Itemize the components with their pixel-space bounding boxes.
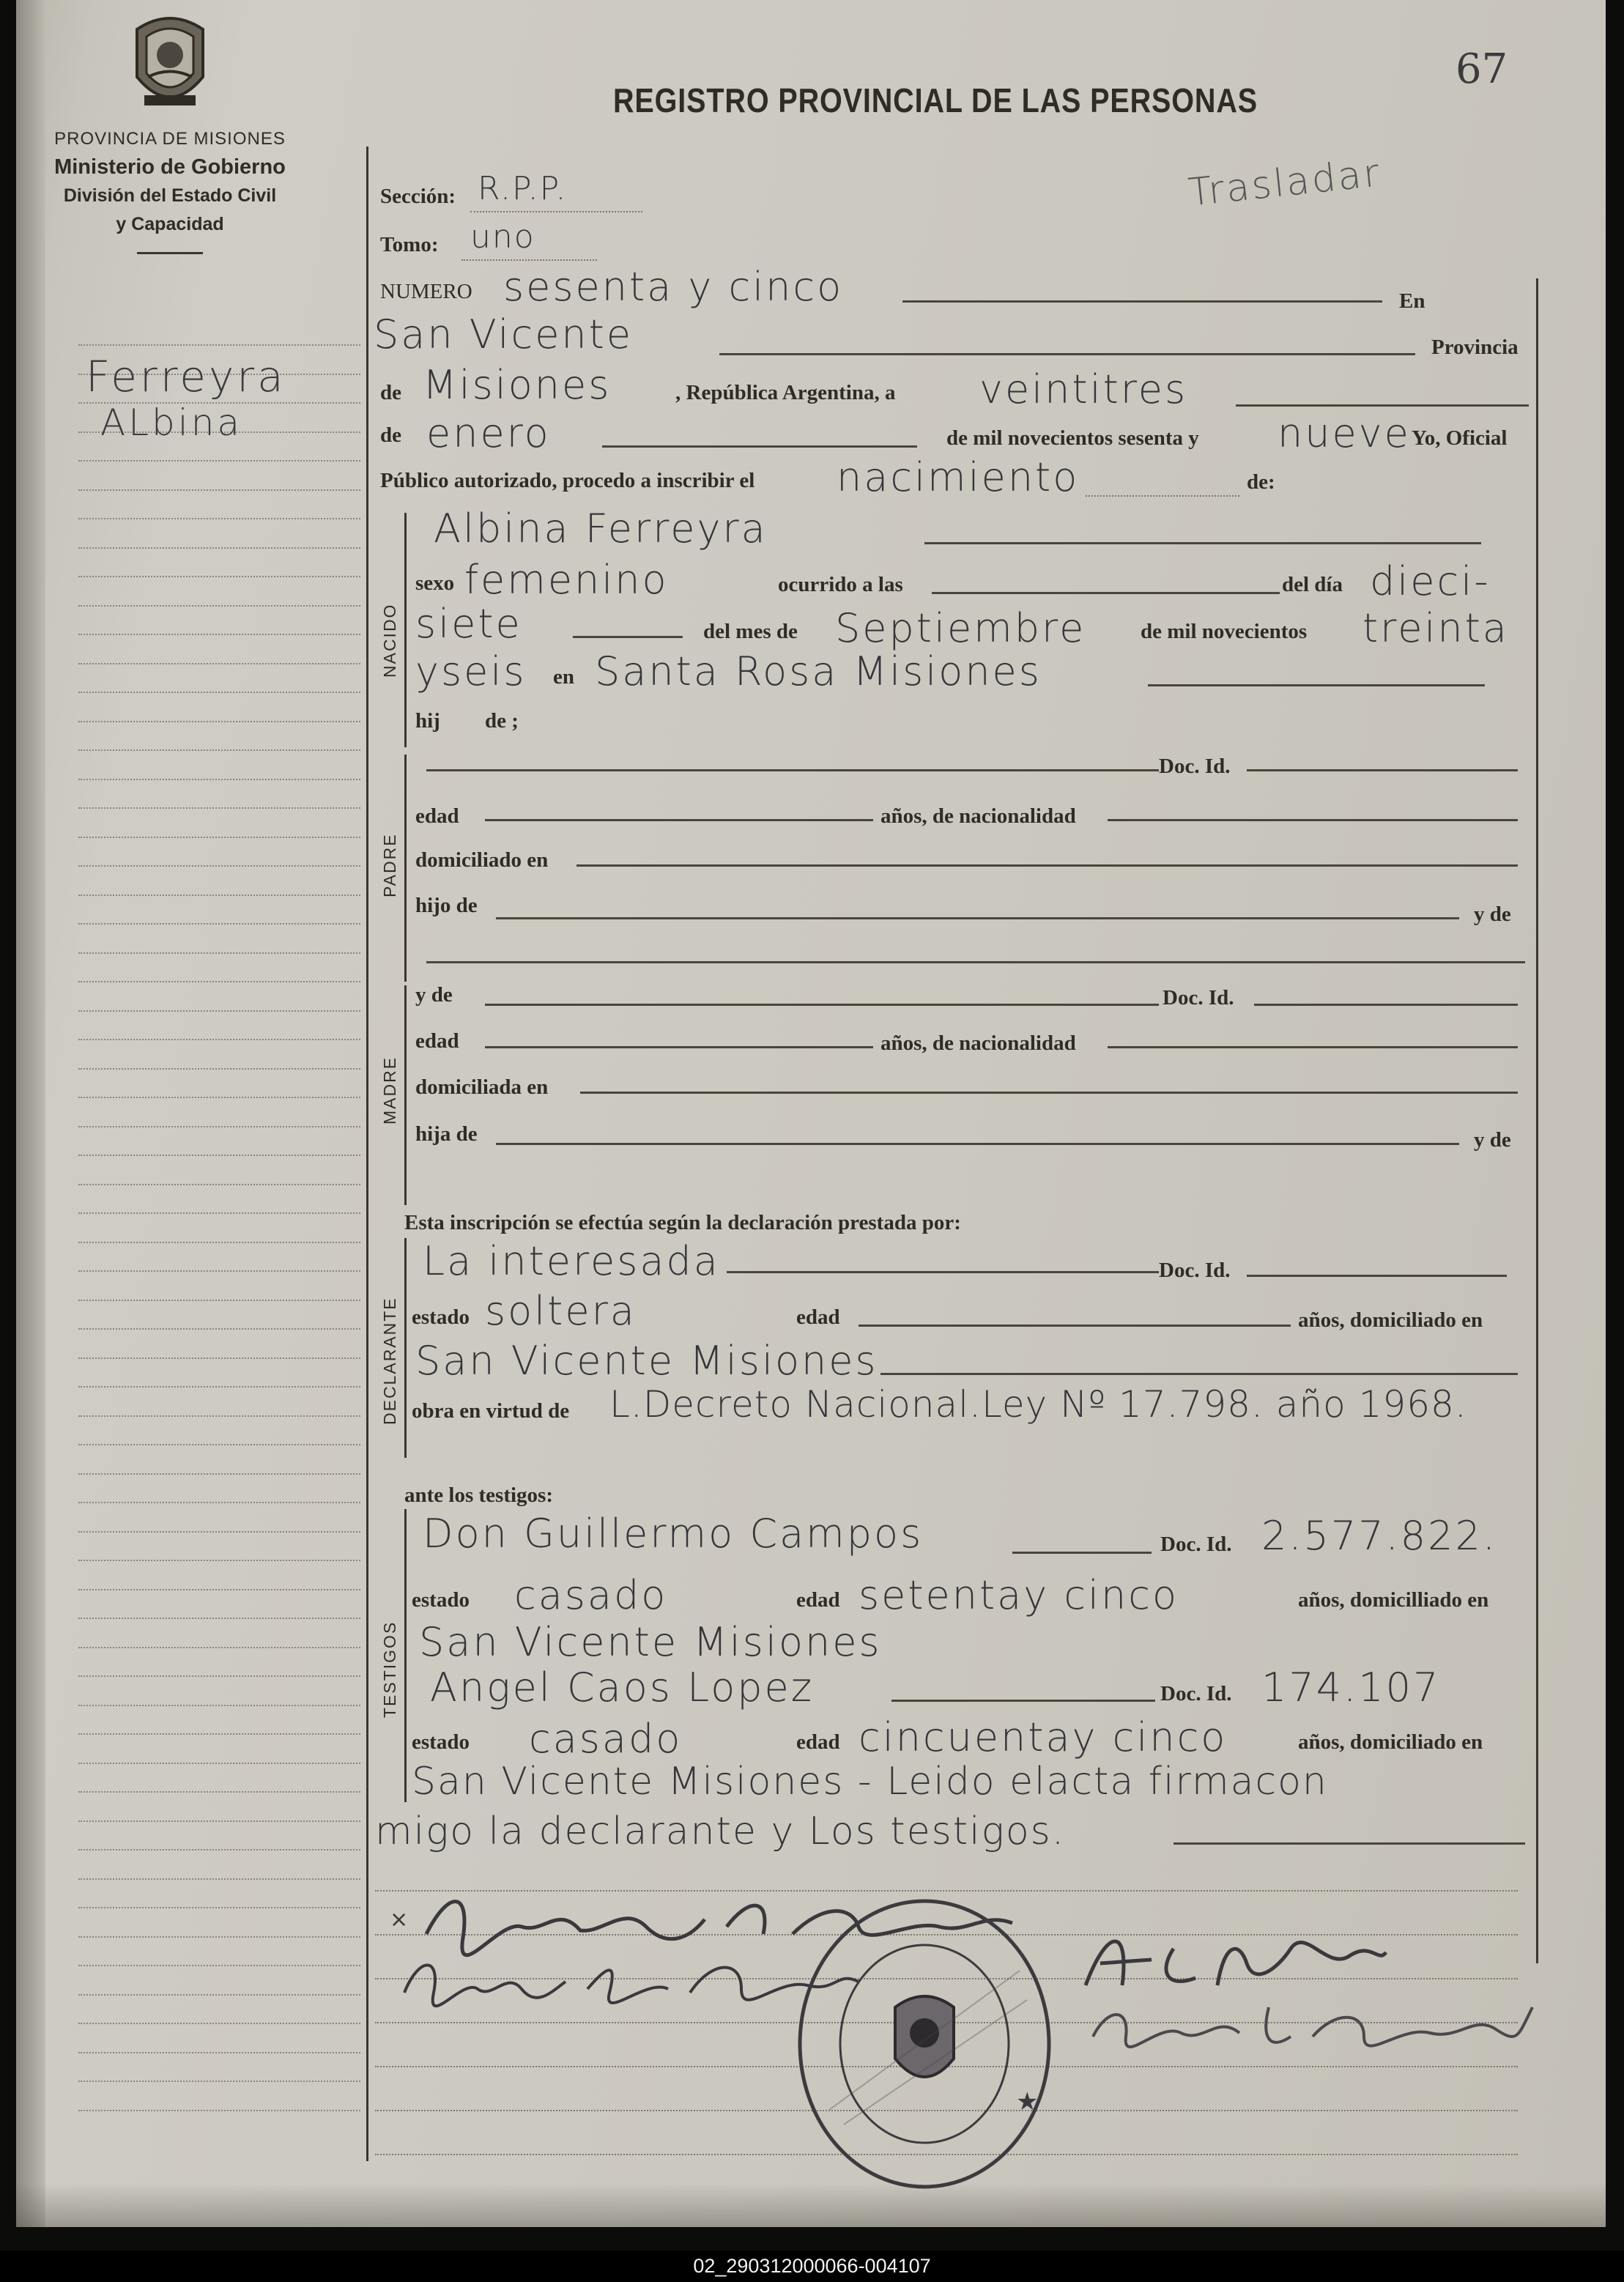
margin-line bbox=[78, 1733, 360, 1735]
margin-line bbox=[78, 952, 360, 954]
margin-ruled-lines bbox=[78, 344, 360, 2139]
madre-yde2-label: y de bbox=[1474, 1128, 1511, 1152]
margin-line bbox=[78, 1589, 360, 1590]
margin-line bbox=[78, 837, 360, 838]
margin-line bbox=[78, 2081, 360, 2082]
margin-line bbox=[78, 1791, 360, 1793]
padre-hijo-label: hijo de bbox=[415, 894, 478, 917]
solid-line bbox=[580, 1092, 1518, 1094]
solid-line bbox=[880, 1373, 1518, 1375]
margin-line bbox=[78, 1936, 360, 1938]
testigos-section-label: TESTIGOS bbox=[380, 1620, 399, 1718]
margin-line bbox=[78, 1502, 360, 1503]
margin-line bbox=[78, 692, 360, 693]
numero-value: sesenta y cinco bbox=[503, 264, 844, 310]
solid-line bbox=[576, 864, 1518, 867]
testigo-1-estado: casado bbox=[514, 1572, 668, 1618]
solid-line bbox=[1236, 404, 1529, 407]
margin-line bbox=[78, 779, 360, 780]
margin-line bbox=[78, 923, 360, 925]
margin-line bbox=[78, 1270, 360, 1272]
padre-section-label: PADRE bbox=[380, 833, 399, 897]
margin-line bbox=[78, 1618, 360, 1619]
padre-edad-label: edad bbox=[415, 804, 459, 828]
testigo-2-edad: cincuentay cinco bbox=[859, 1714, 1228, 1760]
margin-surname: Ferreyra bbox=[86, 352, 286, 401]
folio-number: 67 bbox=[1456, 45, 1508, 93]
margin-line bbox=[78, 1212, 360, 1214]
solid-line bbox=[485, 1046, 873, 1048]
declarante-estado: soltera bbox=[485, 1288, 637, 1334]
solid-line bbox=[1173, 1842, 1525, 1845]
sexo-value: femenino bbox=[464, 557, 669, 603]
solid-line bbox=[496, 1143, 1459, 1145]
margin-line bbox=[78, 1444, 360, 1445]
hijo-suffix: de ; bbox=[485, 709, 519, 733]
margin-line bbox=[78, 1820, 360, 1822]
book-gutter bbox=[16, 0, 45, 2227]
yo-oficial-label: Yo, Oficial bbox=[1412, 426, 1508, 450]
madre-edad-label: edad bbox=[415, 1029, 459, 1053]
margin-line bbox=[78, 1907, 360, 1908]
republica-label: , República Argentina, a bbox=[675, 381, 896, 404]
solid-line bbox=[573, 636, 683, 638]
solid-line bbox=[859, 1325, 1291, 1327]
nacido-section-label: NACIDO bbox=[380, 603, 399, 678]
margin-line bbox=[78, 1849, 360, 1851]
mes-nacimiento: Septiembre bbox=[835, 605, 1086, 651]
testigo-2-doc-label: Doc. Id. bbox=[1160, 1682, 1232, 1705]
signature-oficial bbox=[1086, 1993, 1540, 2059]
header-rule bbox=[137, 252, 203, 254]
page-title: REGISTRO PROVINCIAL DE LAS PERSONAS bbox=[613, 81, 1258, 119]
margin-given-name: ALbina bbox=[100, 401, 243, 444]
svg-text:★: ★ bbox=[1016, 2087, 1039, 2116]
obra-label: obra en virtud de bbox=[412, 1399, 570, 1423]
solid-line bbox=[1148, 684, 1485, 686]
cierre-linea-1: San Vicente Misiones - Leido elacta firmacon bbox=[412, 1760, 1328, 1804]
margin-line bbox=[78, 634, 360, 635]
solid-line bbox=[902, 300, 1382, 303]
official-seal bbox=[785, 1890, 1064, 2198]
margin-line bbox=[78, 865, 360, 867]
image-caption: 02_290312000066-004107 bbox=[0, 2250, 1624, 2282]
margin-line bbox=[78, 1763, 360, 1764]
testigos-section bbox=[404, 1509, 407, 1802]
declarante-doc-label: Doc. Id. bbox=[1159, 1259, 1231, 1282]
solid-line bbox=[485, 819, 873, 821]
anio-nacimiento-1: treinta bbox=[1362, 605, 1509, 651]
solid-line bbox=[602, 445, 917, 448]
testigo-1-edad: setentay cinco bbox=[859, 1572, 1179, 1618]
solid-line bbox=[1247, 769, 1518, 771]
testigo-2-estado: casado bbox=[529, 1716, 683, 1762]
seccion-label: Sección: bbox=[380, 185, 456, 208]
dia-nacimiento-1: dieci- bbox=[1370, 558, 1491, 604]
declarante-section-label: DECLARANTE bbox=[380, 1297, 399, 1425]
madre-nacionalidad-label: años, de nacionalidad bbox=[880, 1031, 1076, 1055]
en-label: En bbox=[1399, 289, 1425, 313]
mil-nacimiento-label: de mil novecientos bbox=[1141, 620, 1308, 643]
margin-line bbox=[78, 605, 360, 607]
ocurrido-label: ocurrido a las bbox=[778, 573, 903, 596]
madre-hija-label: hija de bbox=[415, 1122, 478, 1146]
testigo-1-edad-label: edad bbox=[796, 1588, 840, 1612]
tomo-label: Tomo: bbox=[380, 233, 439, 256]
anio-value: nueve bbox=[1278, 410, 1411, 456]
declarante-anios-label: años, domiciliado en bbox=[1298, 1308, 1483, 1332]
margin-line bbox=[78, 2052, 360, 2053]
margin-line bbox=[78, 1531, 360, 1533]
margin-line bbox=[78, 807, 360, 809]
province-emblem-icon bbox=[126, 7, 214, 117]
de-label-2: de bbox=[380, 423, 401, 447]
right-frame-line bbox=[1536, 278, 1538, 1963]
margin-line bbox=[78, 1097, 360, 1098]
left-header bbox=[16, 125, 324, 254]
city-value: San Vicente bbox=[374, 311, 634, 358]
margin-line bbox=[78, 1647, 360, 1648]
provincia-label: Provincia bbox=[1431, 336, 1519, 359]
solid-line bbox=[1108, 1046, 1518, 1048]
margin-line bbox=[78, 1039, 360, 1040]
margin-line bbox=[78, 1300, 360, 1301]
dotted-line bbox=[470, 211, 642, 212]
svg-text:×: × bbox=[390, 1907, 409, 1933]
margin-line bbox=[78, 1357, 360, 1359]
margin-line bbox=[78, 894, 360, 896]
declarante-nombre: La interesada bbox=[423, 1238, 720, 1284]
madre-domicilio-label: domiciliada en bbox=[415, 1075, 549, 1099]
testigo-1-doc: 2.577.822. bbox=[1261, 1513, 1497, 1559]
hijo-label: hij bbox=[415, 709, 440, 733]
anio-nacimiento-2: yseis bbox=[415, 648, 527, 694]
lugar-nacimiento: Santa Rosa Misiones bbox=[595, 648, 1042, 694]
page-shadow bbox=[16, 2183, 1606, 2227]
margin-line bbox=[78, 1705, 360, 1706]
solid-line bbox=[426, 769, 1159, 771]
margin-line bbox=[78, 518, 360, 519]
margin-line bbox=[78, 1126, 360, 1127]
margin-line bbox=[78, 1473, 360, 1475]
capacity-line: y Capacidad bbox=[116, 214, 224, 234]
testigo-2-nombre: Angel Caos Lopez bbox=[430, 1664, 815, 1711]
mil-label: de mil novecientos sesenta y bbox=[946, 426, 1199, 450]
margin-line bbox=[78, 1386, 360, 1388]
solid-line bbox=[1108, 819, 1518, 821]
signature-testigo-2 bbox=[1071, 1919, 1393, 2000]
padre-yde-label: y de bbox=[1474, 903, 1511, 926]
acto-value: nacimiento bbox=[837, 454, 1080, 500]
provincia-value: Misiones bbox=[423, 362, 612, 408]
cierre-linea-2: migo la declarante y Los testigos. bbox=[375, 1809, 1066, 1853]
nacido-name: Albina Ferreyra bbox=[434, 505, 768, 552]
dia-value: veintitres bbox=[979, 366, 1188, 412]
testigos-intro: ante los testigos: bbox=[404, 1483, 553, 1507]
testigo-2-estado-label: estado bbox=[412, 1730, 470, 1754]
en-lugar-label: en bbox=[553, 665, 574, 689]
margin-line bbox=[78, 2110, 360, 2111]
declarante-intro: Esta inscripción se efectúa según la declaración prestada por: bbox=[404, 1211, 961, 1234]
declarante-section bbox=[404, 1238, 407, 1458]
solid-line bbox=[727, 1271, 1159, 1273]
margin-line bbox=[78, 460, 360, 462]
testigo-1-anios-label: años, domicilliado en bbox=[1298, 1588, 1489, 1612]
dotted-line bbox=[461, 259, 597, 261]
de-label: de bbox=[380, 381, 401, 404]
mes-value: enero bbox=[426, 410, 551, 456]
declarante-edad-label: edad bbox=[796, 1305, 840, 1329]
margin-line bbox=[78, 2023, 360, 2024]
testigo-2-edad-label: edad bbox=[796, 1730, 840, 1754]
testigo-1-domicilio: San Vicente Misiones bbox=[419, 1619, 882, 1665]
mes-label: del mes de bbox=[703, 620, 798, 643]
numero-label: NUMERO bbox=[380, 280, 472, 303]
margin-line bbox=[78, 1878, 360, 1880]
seccion-value: R.P.P. bbox=[478, 170, 568, 207]
solid-line bbox=[1247, 1275, 1507, 1277]
dia-nacimiento-2: siete bbox=[415, 601, 522, 647]
margin-line bbox=[78, 344, 360, 346]
margin-line bbox=[78, 576, 360, 577]
testigo-2-doc: 174.107 bbox=[1261, 1664, 1441, 1711]
testigo-1-estado-label: estado bbox=[412, 1588, 470, 1612]
margin-line bbox=[78, 1965, 360, 1966]
padre-section bbox=[404, 755, 407, 982]
margin-line bbox=[78, 663, 360, 664]
margin-line bbox=[78, 1560, 360, 1561]
solid-line bbox=[485, 1004, 1159, 1006]
de-colon-label: de: bbox=[1247, 470, 1275, 494]
margin-line bbox=[78, 1242, 360, 1243]
margin-line bbox=[78, 1155, 360, 1156]
margin-line bbox=[78, 749, 360, 751]
madre-doc-label: Doc. Id. bbox=[1163, 986, 1234, 1010]
obra-value: L.Decreto Nacional.Ley Nº 17.798. año 1968. bbox=[609, 1383, 1467, 1426]
margin-line bbox=[78, 1010, 360, 1012]
solid-line bbox=[924, 542, 1481, 544]
declarante-domicilio: San Vicente Misiones bbox=[415, 1338, 878, 1384]
document-sheet bbox=[16, 0, 1606, 2227]
madre-section bbox=[404, 985, 407, 1205]
division-line: División del Estado Civil bbox=[63, 185, 277, 206]
margin-note: Trasladar bbox=[1186, 151, 1384, 215]
margin-line bbox=[78, 1068, 360, 1070]
margin-line bbox=[78, 547, 360, 549]
padre-doc-label: Doc. Id. bbox=[1159, 755, 1231, 778]
solid-line bbox=[1012, 1552, 1152, 1554]
solid-line bbox=[719, 353, 1415, 355]
padre-nacionalidad-label: años, de nacionalidad bbox=[880, 804, 1076, 828]
testigo-1-doc-label: Doc. Id. bbox=[1160, 1533, 1232, 1556]
province-line: PROVINCIA DE MISIONES bbox=[54, 129, 286, 149]
margin-line bbox=[78, 1328, 360, 1330]
padre-domicilio-label: domiciliado en bbox=[415, 848, 549, 872]
publico-label: Público autorizado, procedo a inscribir el bbox=[380, 469, 755, 492]
solid-line bbox=[426, 961, 1525, 963]
declarante-estado-label: estado bbox=[412, 1305, 470, 1329]
margin-line bbox=[78, 1675, 360, 1677]
margin-line bbox=[78, 1994, 360, 1996]
del-dia-label: del día bbox=[1282, 573, 1343, 596]
tomo-value: uno bbox=[470, 218, 535, 256]
margin-line bbox=[78, 1415, 360, 1417]
madre-section-label: MADRE bbox=[380, 1056, 399, 1125]
solid-line bbox=[932, 592, 1280, 594]
main-frame-line bbox=[366, 147, 368, 2161]
solid-line bbox=[1254, 1004, 1518, 1006]
testigo-1-nombre: Don Guillermo Campos bbox=[423, 1511, 924, 1557]
margin-line bbox=[78, 489, 360, 491]
solid-line bbox=[891, 1700, 1155, 1702]
dotted-line bbox=[1086, 495, 1239, 497]
sexo-label: sexo bbox=[415, 571, 455, 595]
margin-line bbox=[78, 721, 360, 722]
solid-line bbox=[496, 917, 1459, 919]
madre-yde-label: y de bbox=[415, 983, 453, 1007]
margin-line bbox=[78, 981, 360, 982]
ministry-line: Ministerio de Gobierno bbox=[54, 155, 286, 179]
margin-line bbox=[78, 1184, 360, 1185]
testigo-2-anios-label: años, domiciliado en bbox=[1298, 1730, 1483, 1754]
nacido-section bbox=[404, 513, 407, 747]
